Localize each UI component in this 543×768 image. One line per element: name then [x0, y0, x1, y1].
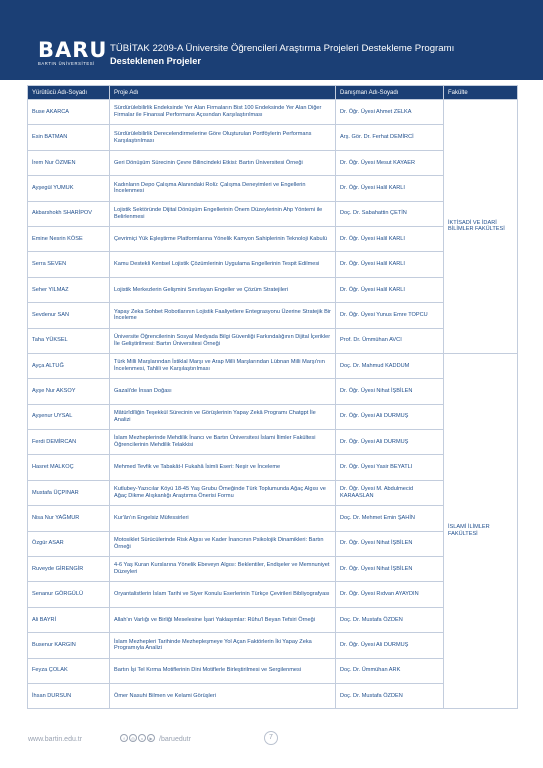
project-title: Motosiklet Sürücülerinde Risk Algısı ve Kader İnancının Psikolojik Dinamikleri: Bartın Örneği [110, 531, 336, 556]
advisor-name: Dr. Öğr. Üyesi Halil KARLI [336, 226, 444, 251]
advisor-name: Doç. Dr. Sabahattin ÇETİN [336, 201, 444, 226]
researcher-name: Akbarshokh SHARİPOV [28, 201, 110, 226]
page-header [0, 0, 543, 80]
social-icons [120, 734, 155, 742]
project-title: Mehmed Tevfik ve Tabakât-I Fukahâ İsimli Eseri: Neşir ve İnceleme [110, 455, 336, 480]
researcher-name: Buse AKARCA [28, 100, 110, 125]
researcher-name: Esin BATMAN [28, 125, 110, 150]
project-title: Kadınların Depo Çalışma Alanındaki Rolü: Çalışma Deneyimleri ve Engellerin İncelenmesi [110, 176, 336, 201]
researcher-name: Ali BAYRİ [28, 607, 110, 632]
advisor-name: Dr. Öğr. Üyesi Halil KARLI [336, 176, 444, 201]
project-title: Bartın İşi Tel Kırma Motiflerinin Dini Motiflerle Birleştirilmesi ve Sergilenmesi [110, 658, 336, 683]
project-title: Çevrimiçi Yük Eşleştirme Platformlarına Yönelik Kamyon Sahiplerinin Teknoloji Kabulü [110, 226, 336, 251]
project-title: Ömer Nasuhi Bilmen ve Kelami Görüşleri [110, 683, 336, 708]
project-title: Sürdürülebilirlik Derecelendirmelerine Göre Oluşturulan Portföylerin Performans Karşılaştırılması [110, 125, 336, 150]
project-title: Kutlubey-Yazıcılar Köyü 18-45 Yaş Grubu Örneğinde Türk Toplumunda Ağaç Algısı ve Ağaç Dikme Alışkanlığı Araştırma Önerisi Formu [110, 480, 336, 505]
researcher-name: İhsan DURSUN [28, 683, 110, 708]
advisor-name: Dr. Öğr. Üyesi M. Abdulmecid KARAASLAN [336, 480, 444, 505]
advisor-name: Dr. Öğr. Üyesi Nihat İŞBİLEN [336, 379, 444, 404]
project-title: Üniversite Öğrencilerinin Sosyal Medyada Bilgi Güvenliği Farkındalığının Dijital İçerikler İle Geliştirilmesi: Bartın Üniversitesi Örneği [110, 328, 336, 353]
researcher-name: Ruveyde GİRENGİR [28, 557, 110, 582]
researcher-name: Serra SEVEN [28, 252, 110, 277]
logo-text: BARU [38, 38, 108, 62]
x-icon[interactable]: x [138, 734, 146, 742]
advisor-name: Dr. Öğr. Üyesi Ali DURMUŞ [336, 404, 444, 429]
researcher-name: İrem Nur ÖZMEN [28, 150, 110, 175]
researcher-name: Ayça ALTUĞ [28, 353, 110, 378]
advisor-name: Arş. Gör. Dr. Ferhat DEMİRCİ [336, 125, 444, 150]
page-number: 7 [264, 731, 278, 745]
project-title: İslam Mezhepleri Tarihinde Mezhepleşmeye Yol Açan Faktörlerin İki Yapay Zeka Programıyla Analizi [110, 633, 336, 658]
instagram-icon[interactable]: ◎ [129, 734, 137, 742]
section-title: Desteklenen Projeler [110, 56, 201, 66]
advisor-name: Doç. Dr. Mustafa ÖZDEN [336, 683, 444, 708]
project-title: Oryantalistlerin İslam Tarihi ve Siyer Konulu Eserlerinin Türkçe Çevirileri Bibliyografyası [110, 582, 336, 607]
advisor-name: Doç. Dr. Mustafa ÖZDEN [336, 607, 444, 632]
table-header-row [28, 86, 518, 100]
researcher-name: Özgür ASAR [28, 531, 110, 556]
researcher-name: Sevdenur SAN [28, 303, 110, 328]
faculty-name: İKTİSADİ VE İDARİ BİLİMLER FAKÜLTESİ [444, 100, 518, 354]
table-row [28, 353, 518, 378]
advisor-name: Dr. Öğr. Üyesi Yasir BEYATLI [336, 455, 444, 480]
advisor-name: Doç. Dr. Ümmühan ARK [336, 658, 444, 683]
project-title: Türk Milli Marşlarından İstiklal Marşı ve Arap Milli Marşlarından Lübnan Milli Marşı'nın İncelenmesi, Tahlili ve Karşılaştırılması [110, 353, 336, 378]
program-title: TÜBİTAK 2209-A Üniversite Öğrencileri Araştırma Projeleri Destekleme Programı [110, 43, 455, 54]
project-title: Lojistik Sektöründe Dijital Dönüşüm Engellerinin Önem Düzeylerinin Ahp Yöntemi ile Belirlenmesi [110, 201, 336, 226]
social-handle[interactable]: /baruedutr [159, 736, 191, 743]
advisor-name: Prof. Dr. Ümmühan AVCI [336, 328, 444, 353]
advisor-name: Dr. Öğr. Üyesi Nihat İŞBİLEN [336, 531, 444, 556]
project-title: Geri Dönüşüm Sürecinin Çevre Bilincindeki Etkisi: Bartın Üniversitesi Örneği [110, 150, 336, 175]
researcher-name: Seher YILMAZ [28, 277, 110, 302]
advisor-name: Dr. Öğr. Üyesi Nihat İŞBİLEN [336, 557, 444, 582]
facebook-icon[interactable]: f [120, 734, 128, 742]
advisor-name: Dr. Öğr. Üyesi Halil KARLI [336, 252, 444, 277]
advisor-name: Dr. Öğr. Üyesi Ahmet ZELKA [336, 100, 444, 125]
advisor-name: Dr. Öğr. Üyesi Mesut KAYAER [336, 150, 444, 175]
project-title: Lojistik Merkezlerin Gelişmini Sınırlayan Engeller ve Çözüm Stratejileri [110, 277, 336, 302]
researcher-name: Senanur GÖRGÜLÜ [28, 582, 110, 607]
researcher-name: Ferdi DEMİRCAN [28, 430, 110, 455]
bartin-university-logo [38, 38, 108, 70]
project-title: Kur'ân'ın Engelsiz Müfessirleri [110, 506, 336, 531]
advisor-name: Dr. Öğr. Üyesi Ali DURMUŞ [336, 633, 444, 658]
project-title: Yapay Zeka Sohbet Robotlarının Lojistik Faaliyetlere Entegrasyonu Üzerine Stratejik Bir İnceleme [110, 303, 336, 328]
project-title: Allah'ın Varlığı ve Birliği Meselesine İşari Yaklaşımlar: Rûhu'l Beyan Tefsiri Örneği [110, 607, 336, 632]
advisor-name: Dr. Öğr. Üyesi Rıdvan AYAYDIN [336, 582, 444, 607]
project-title: Mâtürîdîliğin Teşekkül Sürecinin ve Görüşlerinin Yapay Zekâ Programı Chatgpt İle Analizi [110, 404, 336, 429]
researcher-name: Taha YÜKSEL [28, 328, 110, 353]
researcher-name: Ayşegül YUMUK [28, 176, 110, 201]
researcher-name: Nisa Nur YAĞMUR [28, 506, 110, 531]
column-header-project: Proje Adı [110, 86, 336, 100]
researcher-name: Busenur KARGIN [28, 633, 110, 658]
project-title: Gazali'de İnsan Doğası [110, 379, 336, 404]
projects-table [27, 85, 518, 709]
table-row [28, 100, 518, 125]
researcher-name: Emine Nesrin KÖSE [28, 226, 110, 251]
researcher-name: Feyza ÇOLAK [28, 658, 110, 683]
faculty-name: İSLAMİ İLİMLER FAKÜLTESİ [444, 353, 518, 708]
researcher-name: Mustafa ÜÇPINAR [28, 480, 110, 505]
project-title: Kamu Destekli Kentsel Lojistik Çözümlerinin Uygulama Engellerinin Tespit Edilmesi [110, 252, 336, 277]
youtube-icon[interactable]: ▶ [147, 734, 155, 742]
logo-subtext: BARTIN ÜNİVERSİTESİ [38, 61, 95, 66]
advisor-name: Dr. Öğr. Üyesi Ali DURMUŞ [336, 430, 444, 455]
column-header-advisor: Danışman Adı-Soyadı [336, 86, 444, 100]
column-header-researcher: Yürütücü Adı-Soyadı [28, 86, 110, 100]
project-title: Sürdürülebilirlik Endeksinde Yer Alan Firmaların Bist 100 Endeksinde Yer Alan Diğer Firmalar ile Finansal Performans Açısından Karşılaştırılması [110, 100, 336, 125]
advisor-name: Dr. Öğr. Üyesi Yunus Emre TOPCU [336, 303, 444, 328]
column-header-faculty: Fakülte [444, 86, 518, 100]
table-body [28, 100, 518, 709]
researcher-name: Hasret MALKOÇ [28, 455, 110, 480]
project-title: 4-6 Yaş Kuran Kurslarına Yönelik Ebeveyn Algısı: Beklentiler, Endişeler ve Memnuniyet Düzeyleri [110, 557, 336, 582]
researcher-name: Ayşenur UYSAL [28, 404, 110, 429]
advisor-name: Doç. Dr. Mahmud KADDUM [336, 353, 444, 378]
researcher-name: Ayşe Nur AKSOY [28, 379, 110, 404]
advisor-name: Dr. Öğr. Üyesi Halil KARLI [336, 277, 444, 302]
advisor-name: Doç. Dr. Mehmet Emin ŞAHİN [336, 506, 444, 531]
project-title: İslam Mezheplerinde Mehdilik İnancı ve Bartın Üniversitesi İslami İlimler Fakültesi Öğrencilerinin Mehdilik Telakkisi [110, 430, 336, 455]
website-link[interactable]: www.bartin.edu.tr [28, 736, 83, 743]
